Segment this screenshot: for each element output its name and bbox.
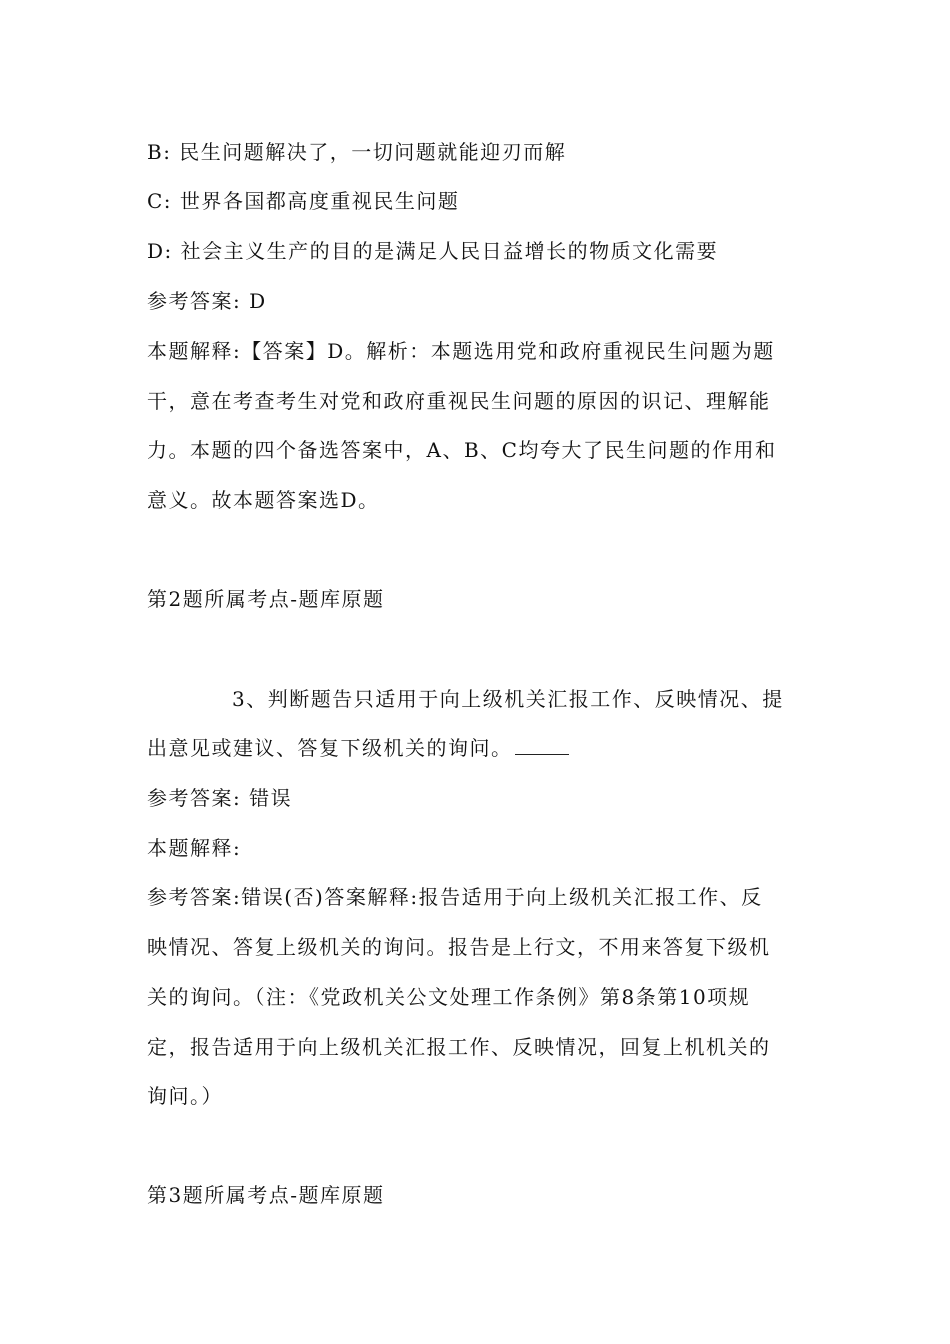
explanation-line: 映情况、答复上级机关的询问。报告是上行文，不用来答复下级机: [147, 935, 771, 959]
question-line: 3、判断题告只适用于向上级机关汇报工作、反映情况、提: [232, 687, 784, 711]
explanation-line: 本题解释:【答案】D。解析：本题选用党和政府重视民生问题为题: [147, 339, 775, 363]
explanation-line: 干，意在考查考生对党和政府重视民生问题的原因的识记、理解能: [147, 389, 771, 413]
knowledge-point: 第2题所属考点-题库原题: [147, 587, 385, 611]
option-d: D: 社会主义生产的目的是满足人民日益增长的物质文化需要: [147, 239, 719, 263]
explanation-label: 本题解释:: [147, 836, 242, 860]
explanation-line: 关的询问。（注：《党政机关公文处理工作条例》第8条第10项规: [147, 985, 751, 1009]
explanation-line: 定，报告适用于向上级机关汇报工作、反映情况，回复上机机关的: [147, 1035, 771, 1059]
answer-blank: [515, 736, 569, 755]
reference-answer: 参考答案: D: [147, 289, 267, 313]
option-c: C: 世界各国都高度重视民生问题: [147, 189, 460, 213]
explanation-line: 参考答案:错误(否)答案解释:报告适用于向上级机关汇报工作、反: [147, 885, 763, 909]
question-text: 出意见或建议、答复下级机关的询问。: [147, 736, 513, 760]
explanation-line: 意义。故本题答案选D。: [147, 488, 380, 512]
question-line: [147, 735, 807, 761]
explanation-line: 力。本题的四个备选答案中，A、B、C均夸大了民生问题的作用和: [147, 438, 777, 462]
option-b: B: 民生问题解决了，一切问题就能迎刃而解: [147, 140, 567, 164]
explanation-line: 询问。）: [147, 1084, 223, 1108]
reference-answer: 参考答案: 错误: [147, 786, 293, 810]
knowledge-point: 第3题所属考点-题库原题: [147, 1183, 385, 1207]
